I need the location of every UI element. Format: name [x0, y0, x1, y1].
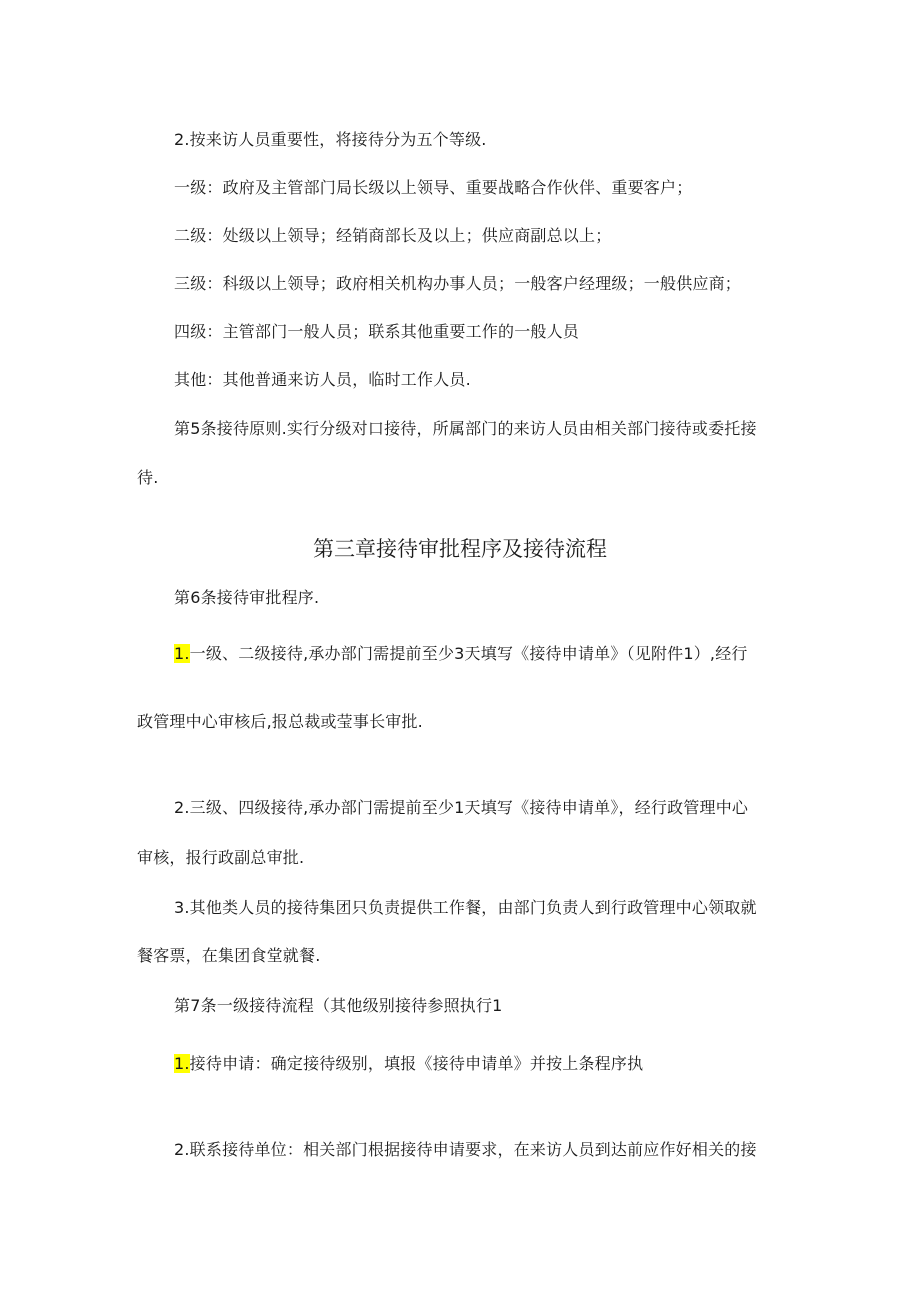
paragraph-grades-intro: 2.按来访人员重要性，将接待分为五个等级. [174, 130, 487, 149]
paragraph-article-6-item-1-line-1 [174, 643, 748, 665]
chapter-3-title: 第三章接待审批程序及接待流程 [313, 537, 607, 561]
paragraph-grade-3: 三级：科级以上领导；政府相关机构办事人员；一般客户经理级；一般供应商； [174, 274, 742, 293]
paragraph-article-6-item-3-line-1: 3.其他类人员的接待集团只负责提供工作餐，由部门负责人到行政管理中心领取就 [174, 898, 757, 917]
paragraph-article-6-item-1-line-2: 政管理中心审核后,报总裁或莹事长审批. [137, 712, 423, 731]
paragraph-grade-2: 二级：处级以上领导；经销商部长及以上；供应商副总以上； [174, 226, 612, 245]
highlighted-item-number: 1. [174, 1054, 190, 1073]
article-7-item-1-text: 接待申请：确定接待级别，填报《接待申请单》并按上条程序执 [189, 1054, 644, 1073]
paragraph-article-5-line-2: 待. [137, 468, 159, 487]
paragraph-other-grade: 其他：其他普通来访人员，临时工作人员. [174, 370, 471, 389]
paragraph-article-7-item-2: 2.联系接待单位：相关部门根据接待申请要求，在来访人员到达前应作好相关的接 [174, 1140, 757, 1159]
article-6-item-1-text: 一级、二级接待,承办部门需提前至少3天填写《接待申请单》（见附件1）,经行 [189, 644, 748, 663]
paragraph-article-7-item-1 [174, 1053, 643, 1075]
paragraph-article-6-item-2-line-2: 审核，报行政副总审批. [137, 848, 305, 867]
paragraph-article-6: 第6条接待审批程序. [174, 588, 320, 607]
paragraph-article-7: 第7条一级接待流程（其他级别接待参照执行1 [174, 996, 503, 1015]
paragraph-article-6-item-2-line-1: 2.三级、四级接待,承办部门需提前至少1天填写《接待申请单》，经行政管理中心 [174, 798, 749, 817]
paragraph-article-6-item-3-line-2: 餐客票，在集团食堂就餐. [137, 946, 321, 965]
highlighted-item-number: 1. [174, 644, 190, 663]
paragraph-grade-1: 一级：政府及主管部门局长级以上领导、重要战略合作伙伴、重要客户； [174, 178, 693, 197]
paragraph-article-5-line-1: 第5条接待原则.实行分级对口接待，所属部门的来访人员由相关部门接待或委托接 [174, 419, 757, 438]
paragraph-grade-4: 四级：主管部门一般人员；联系其他重要工作的一般人员 [174, 322, 580, 341]
